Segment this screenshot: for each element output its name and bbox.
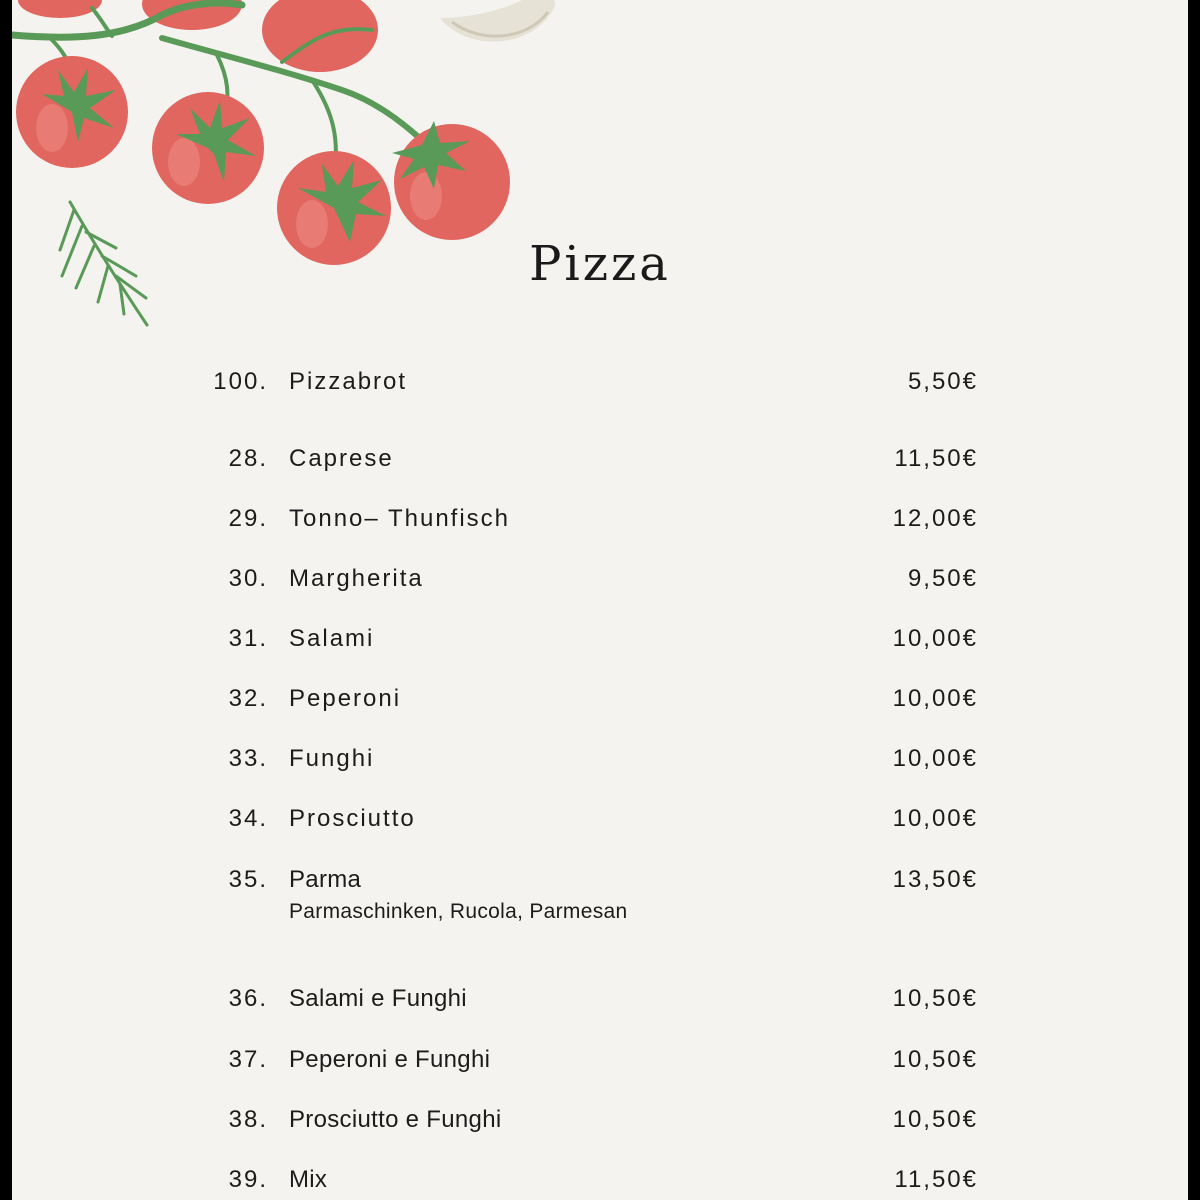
item-price: 10,50€: [892, 1046, 978, 1073]
item-name: Parma: [289, 866, 362, 893]
item-description: Parmaschinken, Rucola, Parmesan: [289, 900, 628, 923]
item-price: 5,50€: [907, 368, 978, 395]
menu-item: [12, 685, 1188, 725]
item-price: 9,50€: [907, 565, 978, 592]
menu-item: [12, 445, 1188, 485]
item-number: 36.: [228, 985, 268, 1012]
item-price: 10,50€: [892, 1106, 978, 1133]
item-name: Salami: [289, 625, 375, 652]
item-price: 11,50€: [894, 445, 978, 472]
item-number: 30.: [228, 565, 268, 592]
menu-item: [12, 866, 1188, 936]
menu-item: [12, 1166, 1188, 1200]
item-name: Tonno– Thunfisch: [289, 505, 511, 532]
item-number: 28.: [228, 445, 268, 472]
item-price: 10,50€: [892, 985, 978, 1012]
item-number: 35.: [228, 866, 268, 893]
item-number: 32.: [228, 685, 268, 712]
item-number: 37.: [228, 1046, 268, 1073]
menu-item: [12, 565, 1188, 605]
item-name: Prosciutto e Funghi: [289, 1106, 502, 1133]
menu-item: [12, 985, 1188, 1025]
item-name: Funghi: [289, 745, 375, 772]
item-price: 11,50€: [894, 1166, 978, 1193]
item-number: 29.: [228, 505, 268, 532]
menu-item: [12, 745, 1188, 785]
menu-item: [12, 368, 1188, 408]
item-name: Prosciutto: [289, 805, 416, 832]
item-price: 10,00€: [892, 685, 978, 712]
menu-title: Pizza: [529, 236, 671, 292]
item-name: Mix: [289, 1166, 328, 1193]
item-number: 100.: [213, 368, 268, 395]
item-number: 33.: [228, 745, 268, 772]
item-number: 39.: [228, 1166, 268, 1193]
item-price: 10,00€: [892, 805, 978, 832]
item-price: 13,50€: [892, 866, 978, 893]
item-name: Margherita: [289, 565, 424, 592]
item-number: 34.: [228, 805, 268, 832]
item-name: Salami e Funghi: [289, 985, 467, 1012]
item-number: 31.: [228, 625, 268, 652]
menu-page: [12, 0, 1188, 1200]
menu-item: [12, 1046, 1188, 1086]
menu-item: [12, 505, 1188, 545]
menu-item: [12, 1106, 1188, 1146]
item-name: Peperoni e Funghi: [289, 1046, 491, 1073]
garlic-icon: [440, 0, 555, 42]
item-name: Peperoni: [289, 685, 402, 712]
menu-item: [12, 805, 1188, 845]
item-price: 10,00€: [892, 625, 978, 652]
item-name: Caprese: [289, 445, 394, 472]
item-price: 10,00€: [892, 745, 978, 772]
menu-item: [12, 625, 1188, 665]
item-number: 38.: [228, 1106, 268, 1133]
item-name: Pizzabrot: [289, 368, 408, 395]
item-price: 12,00€: [892, 505, 978, 532]
